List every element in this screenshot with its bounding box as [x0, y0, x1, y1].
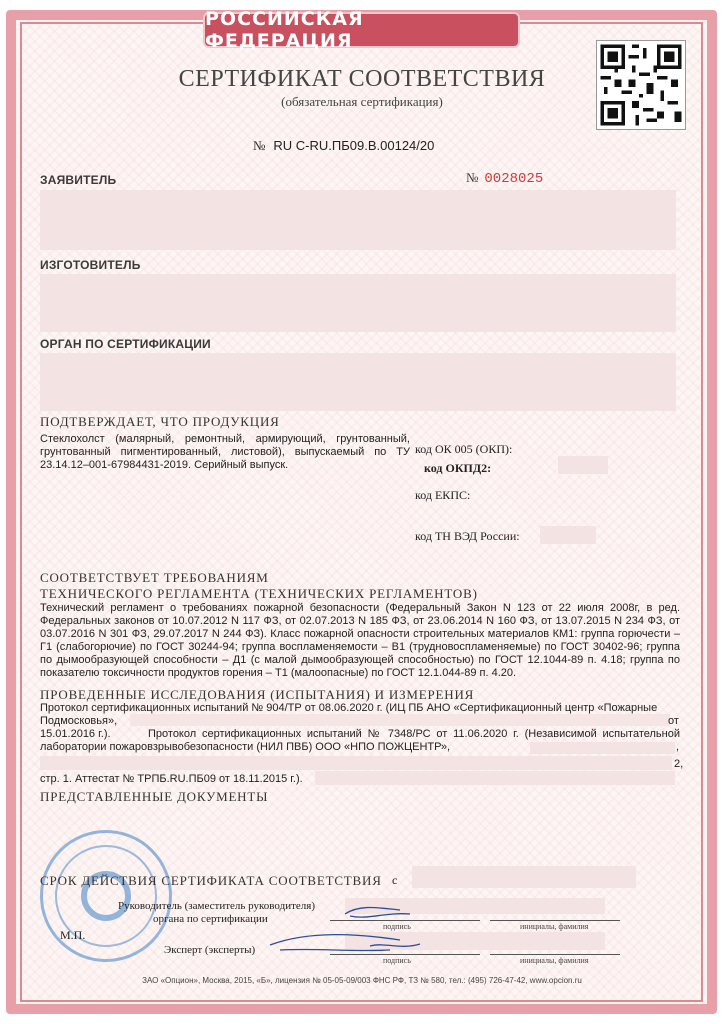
expert-sign-caption: подпись — [383, 956, 411, 965]
seal-label: М.П. — [60, 928, 86, 942]
serial-number-label: № — [466, 170, 479, 185]
tests-line-3-end: 2, — [674, 758, 684, 770]
expert-signature-label: Эксперт (эксперты) — [164, 944, 256, 956]
validity-redacted — [412, 866, 636, 888]
document-subtitle: (обязательная сертификация) — [281, 94, 443, 109]
head-signature-label: Руководитель (заместитель руководителя) — [118, 900, 315, 912]
printer-footer: ЗАО «Опцион», Москва, 2015, «Б», лицензия № 05-05-09/003 ФНС РФ, ТЗ № 580, тел.: (495) 726-47-42, www.opcion.ru — [142, 976, 582, 985]
expert-name-caption: инициалы, фамилия — [520, 956, 589, 965]
country-banner: РОССИЙСКАЯ ФЕДЕРАЦИЯ — [203, 12, 520, 48]
cert-body-redacted — [40, 353, 676, 411]
tests-line-2-end: , — [676, 741, 680, 753]
cert-number-label: № — [253, 138, 266, 153]
tests-heading: ПРОВЕДЕННЫЕ ИССЛЕДОВАНИЯ (ИСПЫТАНИЯ) И ИЗМЕРЕНИЯ — [40, 687, 475, 702]
code-ok005-label: код ОК 005 (ОКП): — [415, 442, 513, 456]
code-ekps-label: код ЕКПС: — [415, 488, 471, 502]
code-tnved-label: код ТН ВЭД России: — [415, 529, 520, 543]
head-name-caption: инициалы, фамилия — [520, 922, 589, 931]
complies-heading: СООТВЕТСТВУЕТ ТРЕБОВАНИЯМ — [40, 570, 269, 585]
cert-number-value: RU C-RU.ПБ09.В.00124/20 — [273, 138, 435, 153]
tnved-redacted — [540, 526, 596, 544]
validity-heading: СРОК ДЕЙСТВИЯ СЕРТИФИКАТА СООТВЕТСТВИЯ — [40, 873, 382, 888]
applicant-heading: ЗАЯВИТЕЛЬ — [40, 173, 117, 187]
okpd2-redacted — [558, 456, 608, 474]
applicant-redacted — [40, 190, 676, 250]
tests-line-4: стр. 1. Аттестат № ТРПБ.RU.ПБ09 от 18.11.2015 г.). — [40, 773, 303, 785]
manufacturer-heading: ИЗГОТОВИТЕЛЬ — [40, 258, 141, 272]
tests-redacted-4 — [315, 771, 675, 785]
regulation-text: Технический регламент о требованиях пожарной безопасности (Федеральный Закон N 123 от 22 июля 2008г, в ред. Федеральных законов от 10.07.2012 N 117 ФЗ, от 02.07.2013 N 185 ФЗ, от 23.06.2014 N 160 ФЗ, от 13.07.2015 N 234 ФЗ, от 03.07.2016 N 301 ФЗ, 29.07.2017 N 244 ФЗ). Класс пожарной опасности строительных материалов КМ1: группа горючести – Г1 (слабогорючие) по ГОСТ 30244-94; группа воспламеняемости – В1 (трудновоспламеняемые) по ГОСТ 30402-96; группа по дымообразующей способности – Д1 (с малой дымообразующей способностью) по ГОСТ 12.1044-89 п. 4.18; группа по показателю токсичности продуктов горения – Т1 (малоопасные) по ГОСТ 12.1.044-89 п. 4.20. — [40, 602, 680, 679]
head-name-line — [490, 920, 620, 921]
documents-heading: ПРЕДСТАВЛЕННЫЕ ДОКУМЕНТЫ — [40, 789, 269, 804]
regulations-heading: ТЕХНИЧЕСКОГО РЕГЛАМЕНТА (ТЕХНИЧЕСКИХ РЕГЛАМЕНТОВ) — [40, 586, 478, 601]
cert-body-heading: ОРГАН ПО СЕРТИФИКАЦИИ — [40, 337, 211, 351]
document-title: СЕРТИФИКАТ СООТВЕТСТВИЯ — [178, 66, 546, 92]
tests-line-1-end: от — [668, 715, 679, 727]
serial-number — [466, 170, 543, 187]
certificate-number — [253, 138, 434, 154]
serial-number-value: 0028025 — [484, 171, 544, 187]
tests-line-2a: 15.01.2016 г.). — [40, 728, 111, 740]
tests-redacted-2 — [530, 742, 675, 754]
head-org-label: органа по сертификации — [153, 913, 268, 925]
expert-name-line — [490, 954, 620, 955]
validity-fragment: с — [392, 873, 398, 887]
tests-line-1: Протокол сертификационных испытаний № 904/ТР от 08.06.2020 г. (ИЦ ПБ АНО «Сертификационный центр «Пожарные Подмосковья», — [40, 702, 658, 727]
tests-redacted-1 — [130, 714, 670, 726]
handwritten-signatures — [250, 890, 450, 965]
product-description: Стеклохолст (малярный, ремонтный, армирующий, грунтованный, грунтованный пигментированный, листовой), выпускаемый по ТУ 23.14.12–001-67984431-2019. Серийный выпуск. — [40, 433, 410, 471]
code-okpd2-label: код ОКПД2: — [424, 461, 492, 475]
confirms-heading: ПОДТВЕРЖДАЕТ, ЧТО ПРОДУКЦИЯ — [40, 414, 280, 429]
tests-redacted-3 — [40, 756, 672, 770]
head-sign-caption: подпись — [383, 922, 411, 931]
tests-line-2b: Протокол сертификационных испытаний № 7348/РС от 11.06.2020 г. (Независимой испытательной лаборатории пожаровзрывобезопасности (НИЛ ПВБ) ООО «НПО ПОЖЦЕНТР», — [40, 728, 680, 753]
manufacturer-redacted — [40, 274, 676, 332]
